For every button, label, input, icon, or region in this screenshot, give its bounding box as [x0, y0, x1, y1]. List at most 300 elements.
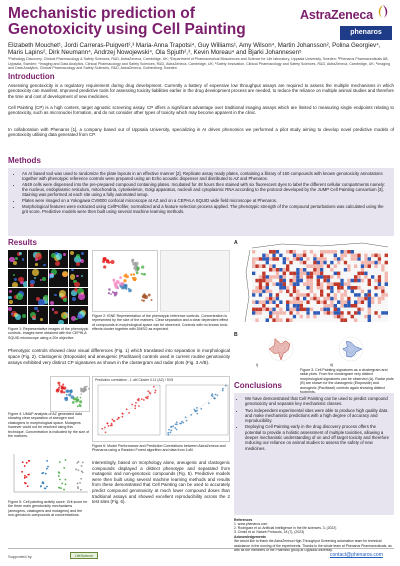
- heatmap-cell: [340, 304, 343, 308]
- heatmap-cell: [334, 300, 337, 304]
- activity-point: [47, 466, 49, 468]
- heatmap-cell: [276, 293, 279, 297]
- prediction-point: [135, 402, 137, 404]
- heatmap-cell: [266, 318, 269, 322]
- prediction-point: [113, 420, 115, 422]
- activity-point: [41, 472, 43, 474]
- microscopy-tile: [49, 269, 68, 287]
- heatmap-cell: [337, 304, 340, 308]
- heatmap-cell: [293, 293, 296, 297]
- heatmap-cell: [269, 311, 272, 315]
- heatmap-cell: [283, 275, 286, 279]
- heatmap-cell: [354, 254, 357, 258]
- heatmap-cell: [255, 264, 258, 268]
- heatmap-cell: [306, 282, 309, 286]
- prediction-point: [111, 424, 113, 426]
- umap-point: [68, 393, 71, 396]
- heatmap-cell: [286, 264, 289, 268]
- heatmap-cell: [354, 286, 357, 290]
- heatmap-cell: [340, 315, 343, 319]
- heatmap-cell: [378, 297, 381, 301]
- heatmap-cell: [354, 257, 357, 261]
- heatmap-cell: [283, 268, 286, 272]
- heatmap-cell: [259, 275, 262, 279]
- heatmap-cell: [279, 286, 282, 290]
- heatmap-cell: [357, 318, 360, 322]
- heatmap-cell: [313, 286, 316, 290]
- heatmap-cell: [344, 272, 347, 276]
- activity-svg: [8, 452, 90, 498]
- methods-item: • A549 cells were dispensed into the pre-prepared compound containing plates. Incubated for 48 hours then stained with six fluorescent dyes to label the different cellular compartments namely: the nucleus, endoplasmic reticulum, mitochondria, cytoskeleton, Golgi apparatus, nucleoli and cytoplasmic RNA according to the protocol developed by the JUMP Cell Painting consortium [3]. Staining was performed at each site using a fully automated setup.: [22, 182, 388, 198]
- heatmap-cell: [279, 261, 282, 265]
- heatmap-cell: [276, 311, 279, 315]
- reference-item: 2. Rodriguez et al. Artificial Intelligence in the life sciences, 3, (2022): [234, 526, 337, 531]
- heatmap-cell: [313, 272, 316, 276]
- heatmap-cell: [300, 275, 303, 279]
- heatmap-cell: [317, 318, 320, 322]
- heatmap-cell: [262, 264, 265, 268]
- heatmap-cell: [303, 272, 306, 276]
- microscopy-tile: [49, 288, 68, 306]
- heatmap-cell: [385, 257, 388, 261]
- heatmap-cell: [289, 300, 292, 304]
- heatmap-cell: [296, 290, 299, 294]
- heatmap-cell: [279, 318, 282, 322]
- heatmap-cell: [330, 279, 333, 283]
- heatmap-cell: [252, 264, 255, 268]
- heatmap-cell: [279, 290, 282, 294]
- heatmap-cell: [300, 272, 303, 276]
- heatmap-cell: [310, 282, 313, 286]
- heatmap-cell: [385, 272, 388, 276]
- cell-spot: [23, 281, 27, 287]
- heatmap-cell: [259, 297, 262, 301]
- heatmap-cell: [340, 272, 343, 276]
- figure-6-plot-title: Prediction correlation - 1 uM Cluster 0.11 (AZ) / SV5: [95, 378, 174, 382]
- heatmap-cell: [364, 264, 367, 268]
- activity-point: [46, 460, 48, 462]
- heatmap-cell: [323, 311, 326, 315]
- heatmap-cell: [296, 282, 299, 286]
- activity-point: [40, 486, 42, 488]
- heatmap-cell: [330, 308, 333, 312]
- heatmap-cell: [364, 300, 367, 304]
- heatmap-cell: [368, 293, 371, 297]
- heatmap-cell: [340, 250, 343, 254]
- activity-point: [45, 473, 47, 475]
- heatmap-cell: [323, 261, 326, 265]
- heatmap-cell: [378, 254, 381, 258]
- umap-point: [72, 401, 75, 404]
- heatmap-cell: [368, 282, 371, 286]
- heatmap-cell: [255, 290, 258, 294]
- heatmap-cell: [327, 315, 330, 319]
- heatmap-cell: [259, 300, 262, 304]
- heatmap-cell: [283, 300, 286, 304]
- prediction-point: [131, 404, 133, 406]
- heatmap-cell: [262, 250, 265, 254]
- heatmap-cell: [266, 315, 269, 319]
- heatmap-cell: [317, 315, 320, 319]
- heatmap-cell: [286, 290, 289, 294]
- heatmap-cell: [262, 275, 265, 279]
- heatmap-cell: [255, 311, 258, 315]
- heatmap-cell: [378, 257, 381, 261]
- heatmap-cell: [381, 268, 384, 272]
- heatmap-cell: [293, 311, 296, 315]
- cell-spot: [32, 315, 36, 319]
- heatmap-cell: [364, 279, 367, 283]
- heatmap-cell: [334, 282, 337, 286]
- activity-point: [28, 474, 30, 476]
- heatmap-cell: [296, 308, 299, 312]
- heatmap-cell: [327, 272, 330, 276]
- heatmap-cell: [310, 311, 313, 315]
- heatmap-cell: [259, 308, 262, 312]
- heatmap-cell: [255, 254, 258, 258]
- activity-point: [77, 483, 79, 485]
- prediction-panel-frame: [98, 385, 160, 435]
- heatmap-cell: [374, 268, 377, 272]
- heatmap-cell: [296, 293, 299, 297]
- heatmap-cell: [269, 257, 272, 261]
- heatmap-cell: [296, 275, 299, 279]
- heatmap-cell: [300, 300, 303, 304]
- heatmap-cell: [310, 304, 313, 308]
- cell-spot: [40, 318, 43, 321]
- heatmap-cell: [293, 250, 296, 254]
- results-heading: Results: [8, 238, 37, 247]
- heatmap-cell: [289, 272, 292, 276]
- heatmap-cell: [272, 311, 275, 315]
- tsne-point: [108, 292, 110, 294]
- heatmap-cell: [371, 272, 374, 276]
- umap-point: [76, 399, 79, 402]
- prediction-point: [138, 405, 140, 407]
- heatmap-cell: [266, 308, 269, 312]
- heatmap-cell: [252, 268, 255, 272]
- cell-spot: [35, 263, 38, 266]
- heatmap-cell: [330, 300, 333, 304]
- heatmap-cell: [300, 264, 303, 268]
- heatmap-cell: [354, 272, 357, 276]
- tsne-point: [130, 273, 132, 275]
- heatmap-cell: [296, 257, 299, 261]
- heatmap-cell: [296, 311, 299, 315]
- figure-1-caption: Figure 1: Representative images of the phenotypic controls. Images were obtained with the CEPHLA SQUID microscope using a 20x objective.: [8, 327, 89, 340]
- heatmap-cell: [354, 261, 357, 265]
- tsne-point: [131, 259, 134, 262]
- heatmap-cell: [327, 264, 330, 268]
- heatmap-cell: [330, 272, 333, 276]
- activity-point: [80, 478, 82, 480]
- heatmap-cell: [378, 300, 381, 304]
- footer-divider: [8, 548, 394, 549]
- heatmap-cell: [283, 304, 286, 308]
- supported-by-label: Supported by: [8, 554, 32, 559]
- heatmap-cell: [337, 293, 340, 297]
- umap-point: [77, 405, 79, 407]
- heatmap-cell: [259, 286, 262, 290]
- heatmap-cell: [320, 261, 323, 265]
- methods-list: [8, 168, 394, 214]
- heatmap-cell: [276, 315, 279, 319]
- figure-6-prediction-plot: [92, 376, 230, 442]
- heatmap-cell: [262, 257, 265, 261]
- heatmap-cell: [330, 268, 333, 272]
- heatmap-cell: [310, 297, 313, 301]
- heatmap-cell: [320, 250, 323, 254]
- activity-point: [44, 487, 46, 489]
- heatmap-cell: [364, 261, 367, 265]
- heatmap-cell: [323, 268, 326, 272]
- heatmap-cell: [323, 293, 326, 297]
- heatmap-cell: [306, 264, 309, 268]
- heatmap-cell: [269, 268, 272, 272]
- heatmap-cell: [368, 304, 371, 308]
- heatmap-cell: [364, 293, 367, 297]
- heatmap-cell: [272, 318, 275, 322]
- heatmap-cell: [368, 257, 371, 261]
- heatmap-cell: [378, 264, 381, 268]
- heatmap-cell: [317, 257, 320, 261]
- tsne-point: [106, 260, 110, 264]
- heatmap-cell: [313, 275, 316, 279]
- heatmap-cell: [310, 290, 313, 294]
- umap-point: [57, 382, 60, 385]
- heatmap-cell: [334, 290, 337, 294]
- heatmap-cell: [276, 290, 279, 294]
- tsne-point: [121, 287, 124, 290]
- heatmap-cell: [351, 257, 354, 261]
- tsne-svg: [93, 251, 159, 313]
- heatmap-cell: [293, 279, 296, 283]
- prediction-point: [147, 396, 149, 398]
- heatmap-cell: [272, 290, 275, 294]
- heatmap-cell: [310, 272, 313, 276]
- umap-point: [59, 384, 61, 386]
- contact-email-link[interactable]: contact@phenaros.com: [330, 552, 383, 558]
- activity-point: [58, 475, 60, 477]
- heatmap-cell: [361, 304, 364, 308]
- heatmap-cell: [276, 254, 279, 258]
- tsne-point: [114, 283, 117, 286]
- heatmap-cell: [371, 268, 374, 272]
- heatmap-cell: [252, 318, 255, 322]
- heatmap-cell: [286, 286, 289, 290]
- heatmap-cell: [259, 250, 262, 254]
- heatmap-cell: [262, 279, 265, 283]
- microscopy-tile: [8, 250, 27, 268]
- cell-spot: [55, 261, 60, 266]
- heatmap-cell: [296, 272, 299, 276]
- prediction-point: [181, 421, 183, 423]
- heatmap-cell: [381, 264, 384, 268]
- cell-spot: [50, 274, 54, 278]
- cell-spot: [8, 296, 12, 300]
- prediction-point: [141, 398, 143, 400]
- heatmap-cell: [385, 254, 388, 258]
- heatmap-cell: [371, 315, 374, 319]
- heatmap-cell: [364, 318, 367, 322]
- heatmap-cell: [320, 290, 323, 294]
- figure-4-umap-plot: [50, 376, 90, 412]
- heatmap-cell: [289, 250, 292, 254]
- heatmap-cell: [385, 275, 388, 279]
- heatmap-cell: [276, 300, 279, 304]
- heatmap-cell: [364, 254, 367, 258]
- heatmap-cell: [279, 293, 282, 297]
- heatmap-cell: [283, 290, 286, 294]
- heatmap-cell: [371, 290, 374, 294]
- heatmap-cell: [279, 279, 282, 283]
- heatmap-cell: [269, 286, 272, 290]
- umap-point: [66, 394, 68, 396]
- heatmap-cell: [340, 282, 343, 286]
- heatmap-cell: [385, 264, 388, 268]
- heatmap-cell: [255, 315, 258, 319]
- heatmap-cell: [266, 297, 269, 301]
- heatmap-cell: [283, 297, 286, 301]
- figure-4-caption: Figure 4: UMAP analysis of AZ generated data showing clear separation of aneugen and clastogens in morphological space. Mutagens however could not be resolved using this technique. Concentration is indicated by the size of the markers.: [8, 412, 90, 439]
- heatmap-cell: [320, 318, 323, 322]
- heatmap-cell: [347, 282, 350, 286]
- tsne-point: [126, 288, 128, 290]
- heatmap-cell: [293, 264, 296, 268]
- heatmap-cell: [272, 282, 275, 286]
- heatmap-cell: [351, 261, 354, 265]
- heatmap-cell: [313, 250, 316, 254]
- heatmap-cell: [266, 282, 269, 286]
- heatmap-cell: [262, 315, 265, 319]
- tsne-point: [134, 279, 136, 281]
- heatmap-cell: [337, 254, 340, 258]
- cell-spot: [16, 293, 23, 300]
- heatmap-cell: [293, 304, 296, 308]
- heatmap-cell: [354, 297, 357, 301]
- heatmap-cell: [361, 275, 364, 279]
- heatmap-cell: [323, 318, 326, 322]
- heatmap-cell: [259, 261, 262, 265]
- heatmap-cell: [344, 261, 347, 265]
- heatmap-cell: [334, 304, 337, 308]
- heatmap-cell: [385, 318, 388, 322]
- heatmap-cell: [385, 286, 388, 290]
- heatmap-cell: [374, 257, 377, 261]
- activity-point: [26, 476, 28, 478]
- tsne-point: [141, 266, 144, 269]
- heatmap-cell: [279, 254, 282, 258]
- heatmap-cell: [368, 286, 371, 290]
- heatmap-cell: [374, 264, 377, 268]
- cell-spot: [35, 253, 42, 260]
- heatmap-cell: [289, 308, 292, 312]
- methods-box: [8, 168, 394, 236]
- heatmap-cell: [279, 297, 282, 301]
- heatmap-cell: [364, 275, 367, 279]
- heatmap-cell: [337, 272, 340, 276]
- umap-point: [88, 388, 90, 390]
- prediction-point: [225, 385, 227, 387]
- heatmap-cell: [374, 282, 377, 286]
- heatmap-cell: [255, 268, 258, 272]
- heatmap-cell: [357, 311, 360, 315]
- heatmap-cell: [354, 290, 357, 294]
- heatmap-cell: [283, 261, 286, 265]
- conclusion-item: • Deploying Cell Painting early in the drug discovery process offers the potential to provide a holistic assessment of multiple toxicities, allowing a deeper mechanistic understanding of on and off target toxicity and therefore reducing our reliance on animal studies to assess the safety of new medicines.: [245, 424, 389, 450]
- phenaros-logo: phenaros: [340, 26, 392, 40]
- heatmap-cell: [255, 261, 258, 265]
- heatmap-cell: [351, 272, 354, 276]
- heatmap-cell: [269, 304, 272, 308]
- activity-point: [58, 487, 60, 489]
- heatmap-cell: [289, 293, 292, 297]
- microscopy-tile: [69, 288, 88, 306]
- heatmap-cell: [276, 272, 279, 276]
- prediction-point: [138, 398, 140, 400]
- heatmap-cell: [347, 315, 350, 319]
- heatmap-cell: [293, 318, 296, 322]
- heatmap-cell: [385, 297, 388, 301]
- heatmap-cell: [344, 250, 347, 254]
- heatmap-cell: [283, 282, 286, 286]
- heatmap-cell: [313, 257, 316, 261]
- heatmap-cell: [378, 308, 381, 312]
- heatmap-cell: [310, 261, 313, 265]
- activity-point: [76, 462, 78, 464]
- prediction-point: [134, 405, 136, 407]
- heatmap-cell: [334, 250, 337, 254]
- activity-point: [24, 477, 26, 479]
- activity-point: [65, 479, 67, 481]
- heatmap-cell: [269, 318, 272, 322]
- prediction-point: [167, 432, 169, 434]
- heatmap-cell: [289, 254, 292, 258]
- heatmap-cell: [306, 254, 309, 258]
- prediction-diagonal: [98, 385, 160, 435]
- heatmap-cell: [381, 257, 384, 261]
- heatmap-cell: [313, 264, 316, 268]
- heatmap-cell: [378, 304, 381, 308]
- author-list: Elizabeth Mouchet¹, Jordi Carreras-Puigvert²,³ Maria-Anna Trapotsi⁴, Guy Williams¹, Amy Wilson⁴, Martin Johansson², Polina Georgiev⁴, Maris Lapins², Dirk Neumann⁴, Andrzej Nowojewski⁴, Ola Spjuth²,³, Kevin Moreau⁴ and Bjarki Johannesen⁵: [8, 42, 381, 57]
- heatmap-cell: [262, 304, 265, 308]
- prediction-point: [149, 393, 151, 395]
- heatmap-cell: [289, 282, 292, 286]
- heatmap-cell: [283, 293, 286, 297]
- heatmap-cell: [306, 304, 309, 308]
- heatmap-cell: [357, 264, 360, 268]
- heatmap-cell: [259, 257, 262, 261]
- prediction-point: [121, 416, 123, 418]
- heatmap-cell: [286, 257, 289, 261]
- heatmap-cell: [327, 257, 330, 261]
- heatmap-cell: [347, 279, 350, 283]
- heatmap-cell: [296, 286, 299, 290]
- cell-spot: [59, 290, 66, 297]
- astrazeneca-logo-text: AstraZeneca: [300, 8, 373, 22]
- activity-point: [59, 479, 61, 481]
- heatmap-cell: [347, 275, 350, 279]
- heatmap-cell: [340, 257, 343, 261]
- heatmap-cell: [351, 293, 354, 297]
- umap-point: [80, 393, 82, 395]
- microscopy-tile: [49, 306, 68, 324]
- heatmap-cell: [385, 250, 388, 254]
- prediction-point: [155, 390, 157, 392]
- conclusions-list: [234, 393, 394, 451]
- heatmap-cell: [337, 264, 340, 268]
- heatmap-cell: [351, 275, 354, 279]
